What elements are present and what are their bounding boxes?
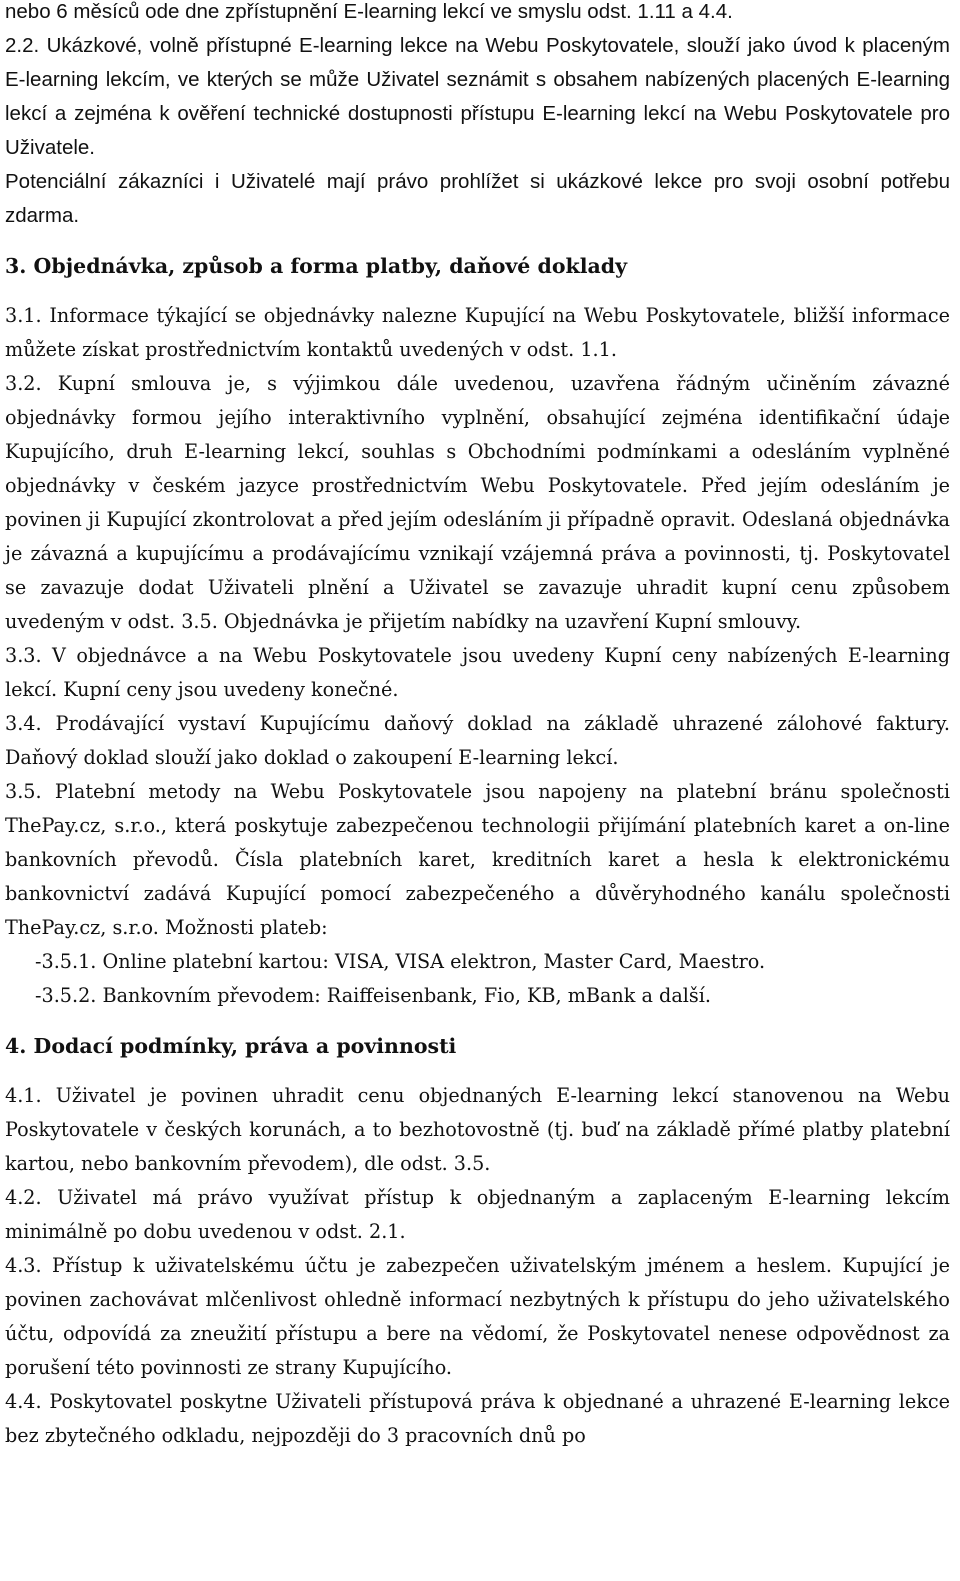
clause-3-5-1: -3.5.1. Online platební kartou: VISA, VISA elektron, Master Card, Maestro. bbox=[35, 950, 766, 973]
spacer bbox=[5, 1013, 950, 1029]
clause-3-5-2: -3.5.2. Bankovním převodem: Raiffeisenbank, Fio, KB, mBank a další. bbox=[35, 984, 711, 1007]
intro-paragraph-3: Potenciální zákazníci i Uživatelé mají právo prohlížet si ukázkové lekce pro svoji osobní potřebu zdarma. bbox=[5, 170, 950, 227]
intro-paragraph-2: 2.2. Ukázkové, volně přístupné E-learning lekce na Webu Poskytovatele, slouží jako úvod k placeným E-learning lekcím, ve kterých se může Uživatel seznámit s obsahem nabízených placených E-learning lekcí a zejména k ověření technické dostupnosti přístupu E-learning lekcí na Webu Poskytovatele pro Uživatele. bbox=[5, 34, 950, 159]
clause-3-2: 3.2. Kupní smlouva je, s výjimkou dále uvedenou, uzavřena řádným učiněním závazné objednávky formou jejího interaktivního vyplnění, obsahující zejména identifikační údaje Kupujícího, druh E-learning lekcí, souhlas s Obchodními podmínkami a odesláním vyplněné objednávky v českém jazyce prostřednictvím Webu Poskytovatele. Před jejím odesláním je povinen ji Kupující zkontrolovat a před jejím odesláním ji případně opravit. Odeslaná objednávka je závazná a kupujícímu a prodávajícímu vznikají vzájemná práva a povinnosti, tj. Poskytovatel se zavazuje dodat Uživateli plnění a Uživatel se zavazuje uhradit kupní cenu způsobem uvedeným v odst. 3.5. Objednávka je přijetím nabídky na uzavření Kupní smlouvy. bbox=[5, 372, 950, 633]
intro-paragraph-1: nebo 6 měsíců ode dne zpřístupnění E-learning lekcí ve smyslu odst. 1.11 a 4.4. bbox=[5, 0, 733, 23]
clause-3-3: 3.3. V objednávce a na Webu Poskytovatele jsou uvedeny Kupní ceny nabízených E-learning lekcí. Kupní ceny jsou uvedeny konečné. bbox=[5, 644, 950, 701]
spacer bbox=[5, 233, 950, 249]
spacer bbox=[5, 283, 950, 299]
clause-4-3: 4.3. Přístup k uživatelskému účtu je zabezpečen uživatelským jménem a heslem. Kupující je povinen zachovávat mlčenlivost ohledně informací nezbytných k přístupu do jeho uživatelského účtu, odpovídá za zneužití přístupu a bere na vědomí, že Poskytovatel nenese odpovědnost za porušení této povinnosti ze strany Kupujícího. bbox=[5, 1254, 950, 1379]
clause-4-4: 4.4. Poskytovatel poskytne Uživateli přístupová práva k objednané a uhrazené E-learning lekce bez zbytečného odkladu, nejpozději do 3 pracovních dnů po bbox=[5, 1390, 950, 1447]
section-3-heading: 3. Objednávka, způsob a forma platby, daňové doklady bbox=[5, 254, 628, 278]
clause-4-1: 4.1. Uživatel je povinen uhradit cenu objednaných E-learning lekcí stanovenou na Webu Poskytovatele v českých korunách, a to bezhotovostně (tj. buď na základě přímé platby platební kartou, nebo bankovním převodem), dle odst. 3.5. bbox=[5, 1084, 950, 1175]
clause-4-2: 4.2. Uživatel má právo využívat přístup k objednaným a zaplaceným E-learning lekcím minimálně po dobu uvedenou v odst. 2.1. bbox=[5, 1186, 950, 1243]
spacer bbox=[5, 1063, 950, 1079]
clause-3-5: 3.5. Platební metody na Webu Poskytovatele jsou napojeny na platební bránu společnosti ThePay.cz, s.r.o., která poskytuje zabezpečenou technologii přijímání platebních karet a on-line bankovních převodů. Čísla platebních karet, kreditních karet a hesla k elektronickému bankovnictví zadává Kupující pomocí zabezpečeného a důvěryhodného kanálu společnosti ThePay.cz, s.r.o. Možnosti plateb: bbox=[5, 780, 950, 939]
clause-3-4: 3.4. Prodávající vystaví Kupujícímu daňový doklad na základě uhrazené zálohové faktury. Daňový doklad slouží jako doklad o zakoupení E-learning lekcí. bbox=[5, 712, 950, 769]
clause-3-1: 3.1. Informace týkající se objednávky nalezne Kupující na Webu Poskytovatele, bližší informace můžete získat prostřednictvím kontaktů uvedených v odst. 1.1. bbox=[5, 304, 950, 361]
section-4-heading: 4. Dodací podmínky, práva a povinnosti bbox=[5, 1034, 457, 1058]
